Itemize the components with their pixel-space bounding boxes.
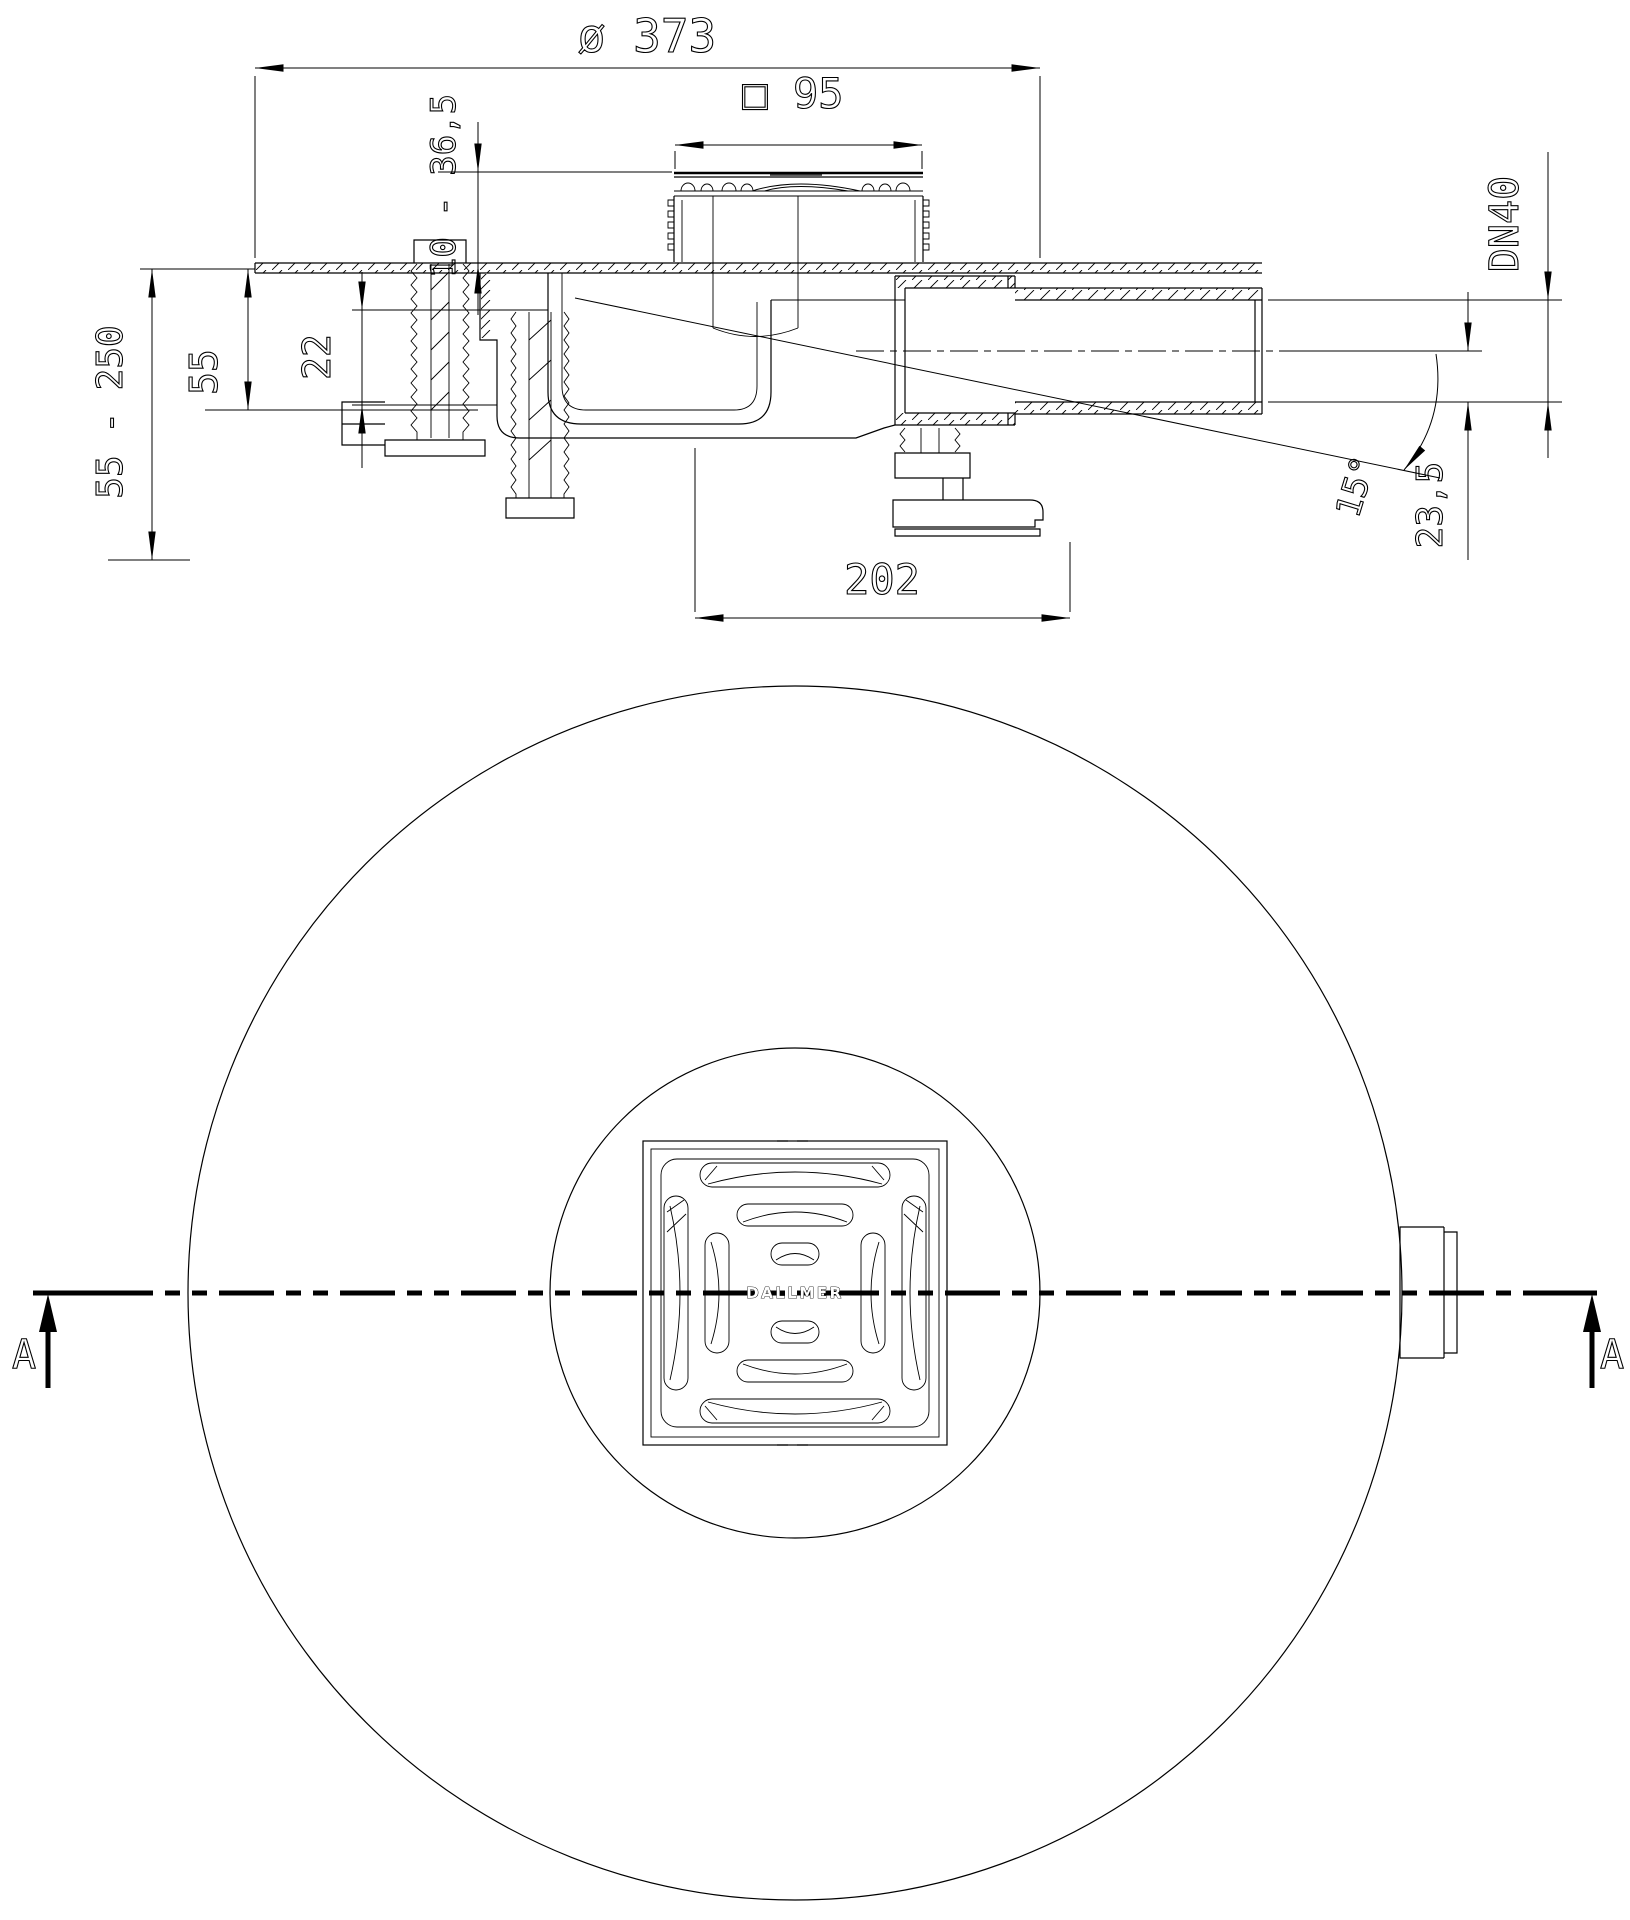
- section-view: [90, 9, 1562, 618]
- drain-body: [480, 262, 905, 438]
- support-foot-center: [893, 428, 1043, 536]
- dim-diameter-label: ø 373: [577, 9, 717, 63]
- dim-flange-offset-label: 22: [295, 334, 339, 380]
- foot-bracket: [342, 402, 385, 445]
- dim-drop: [1410, 292, 1468, 560]
- dim-trap-depth-label: 55: [182, 349, 226, 395]
- dim-outlet-length: [695, 448, 1070, 618]
- dim-install-height-label: 55 - 250: [90, 325, 131, 499]
- dim-grate-height-label: 10 - 36,5: [424, 93, 464, 279]
- dim-square: [675, 69, 922, 169]
- trap-outer: [548, 273, 771, 424]
- dim-outlet-length-label: 202: [844, 555, 920, 604]
- riser-ribs-left: [668, 200, 674, 255]
- slot-top: [700, 1163, 890, 1187]
- brand-label: DALLMER: [746, 1284, 844, 1302]
- grate-assembly: [668, 173, 929, 262]
- dim-drop-label: 23,5: [1410, 461, 1451, 549]
- foot-plate-left: [385, 440, 485, 456]
- thread-left: [411, 264, 417, 440]
- dim-pipe-size-label: DN40: [1482, 175, 1528, 273]
- section-cut-line: [12, 1293, 1624, 1388]
- flange-plate: [255, 263, 1262, 273]
- dim-pipe-size: [1268, 152, 1562, 458]
- cut-label-right: A: [1599, 1332, 1625, 1378]
- foot-base: [895, 529, 1040, 536]
- slot-bottom: [700, 1399, 890, 1423]
- trap-inner: [562, 273, 757, 410]
- dim-square-label: □ 95: [742, 69, 844, 118]
- body-outline: [480, 273, 895, 438]
- dim-install-height: [90, 269, 255, 560]
- dim-diameter: [255, 9, 1040, 258]
- outlet-pipe: [856, 276, 1482, 425]
- adjustable-foot-mid: [506, 312, 574, 518]
- riser-ribs-right: [923, 200, 929, 255]
- cut-label-left: A: [11, 1332, 37, 1378]
- angle-line: [575, 298, 1440, 478]
- angle-arc: [1404, 354, 1438, 470]
- plan-view: [12, 686, 1624, 1900]
- angle-label: 15°: [1328, 451, 1385, 523]
